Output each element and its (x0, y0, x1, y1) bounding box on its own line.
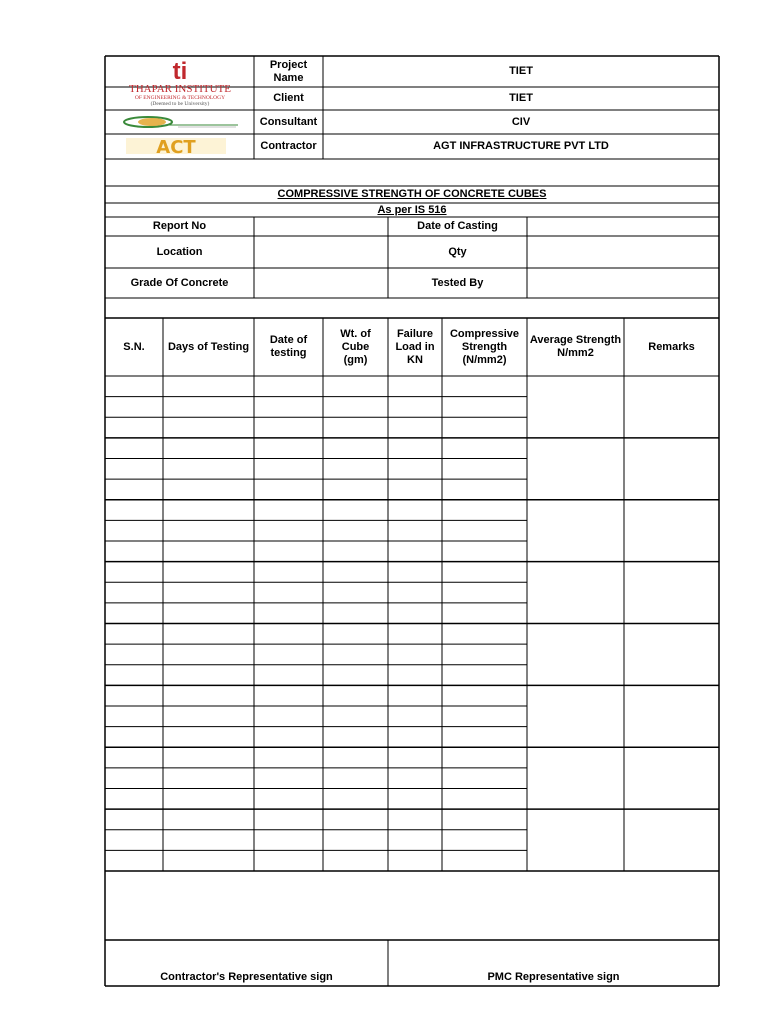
notes-area[interactable] (105, 871, 719, 940)
location-value[interactable] (254, 236, 388, 268)
institute-line3: (Deemed to be University) (150, 101, 210, 107)
col-avg-header: Average Strength N/mm2 (529, 334, 622, 359)
thapar-institute-logo (106, 57, 254, 108)
col-weight-header: Wt. of Cube (gm) (340, 327, 371, 366)
project-name-label: Project Name (269, 58, 308, 84)
col-remarks-header: Remarks (648, 340, 695, 353)
contractor-sign-label: Contractor's Representative sign (160, 971, 333, 983)
col-days-header: Days of Testing (167, 340, 250, 353)
qty-label: Qty (448, 245, 467, 258)
consultant-label: Consultant (259, 115, 318, 128)
date-of-casting-value[interactable] (527, 217, 719, 236)
tested-by-value[interactable] (527, 268, 719, 298)
agt-mark: ACT (156, 137, 196, 156)
pmc-sign-label: PMC Representative sign (487, 971, 620, 983)
qty-value[interactable] (527, 236, 719, 268)
consultant-logo-icon (118, 113, 242, 131)
tested-by-label: Tested By (431, 276, 484, 289)
col-date-header: Date of testing (269, 334, 308, 359)
consultant-value: CIV (511, 115, 531, 128)
client-value: TIET (509, 92, 533, 104)
grade-value[interactable] (254, 268, 388, 298)
col-sn-header: S.N. (123, 340, 145, 353)
agt-logo (126, 136, 226, 156)
institute-line2: OF ENGINEERING & TECHNOLOGY (134, 95, 226, 101)
ti-mark: ti (172, 58, 188, 85)
project-name-value: TIET (509, 65, 533, 77)
ti-mark-icon (106, 57, 254, 108)
contractor-label: Contractor (260, 140, 317, 152)
report-title: COMPRESSIVE STRENGTH OF CONCRETE CUBES (277, 188, 547, 200)
location-label: Location (156, 245, 203, 258)
col-load-header: Failure Load in KN (395, 327, 435, 366)
contractor-value: AGT INFRASTRUCTURE PVT LTD (433, 140, 609, 152)
grade-label: Grade Of Concrete (130, 276, 229, 289)
date-of-casting-label: Date of Casting (417, 220, 498, 232)
consultant-logo (118, 113, 242, 131)
report-no-label: Report No (152, 220, 207, 232)
contractor-logo-icon (126, 136, 226, 156)
report-no-value[interactable] (254, 217, 388, 236)
col-strength-header: Compressive Strength (N/mm2) (449, 327, 520, 366)
institute-name: THAPAR INSTITUTE (129, 83, 231, 95)
client-label: Client (273, 92, 304, 104)
report-subtitle: As per IS 516 (377, 203, 447, 216)
